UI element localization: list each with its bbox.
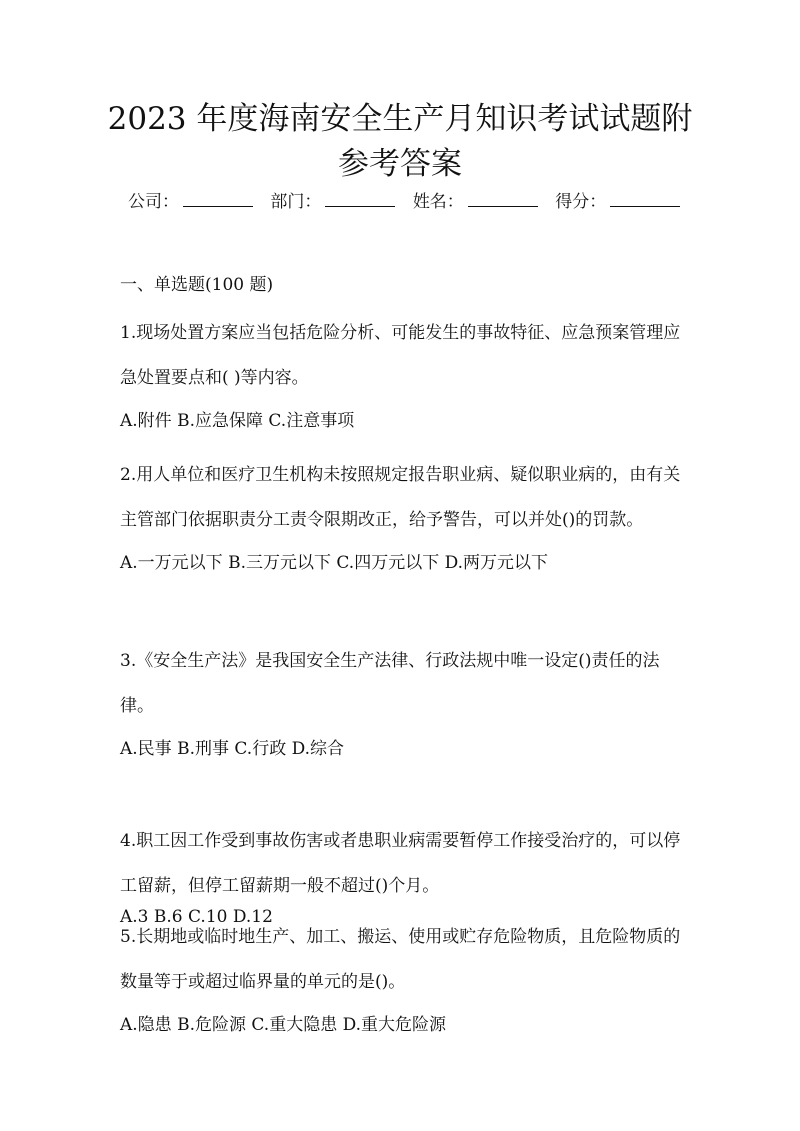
question-item [120, 453, 685, 583]
question-item [120, 915, 685, 1045]
section-heading: 一、单选题(100 题) [120, 275, 274, 295]
question-stem: 4.职工因工作受到事故伤害或者患职业病需要暂停工作接受治疗的，可以停工留薪，但停工留薪期一般不超过()个月。 [120, 831, 681, 896]
score-blank [610, 190, 680, 207]
company-label: 公司： [128, 192, 179, 212]
question-stem: 5.长期地或临时地生产、加工、搬运、使用或贮存危险物质，且危险物质的数量等于或超过临界量的单元的是()。 [120, 927, 681, 992]
question-item [120, 639, 685, 769]
name-label: 姓名： [412, 192, 464, 212]
question-item [120, 819, 685, 929]
company-field [128, 190, 253, 214]
exam-title-line1: 2023 年度海南安全生产月知识考试试题附 [107, 101, 693, 137]
question-options: A.3 B.6 C.10 D.12 [120, 907, 273, 927]
info-fields [128, 190, 688, 214]
question-stem: 1.现场处置方案应当包括危险分析、可能发生的事故特征、应急预案管理应急处置要点和( )等内容。 [120, 323, 681, 388]
score-label: 得分： [555, 192, 607, 212]
question-stem: 3.《安全生产法》是我国安全生产法律、行政法规中唯一设定()责任的法律。 [120, 651, 660, 716]
question-options: A.隐患 B.危险源 C.重大隐患 D.重大危险源 [120, 1015, 447, 1035]
exam-title-line2: 参考答案 [338, 146, 462, 182]
question-options: A.一万元以下 B.三万元以下 C.四万元以下 D.两万元以下 [120, 553, 549, 573]
name-blank [468, 190, 538, 207]
question-options: A.附件 B.应急保障 C.注意事项 [120, 411, 355, 431]
name-field [413, 190, 538, 214]
company-blank [183, 190, 253, 207]
department-label: 部门： [270, 192, 322, 212]
department-blank [325, 190, 395, 207]
score-field [555, 190, 680, 214]
department-field [270, 190, 395, 214]
question-item [120, 311, 685, 441]
question-stem: 2.用人单位和医疗卫生机构未按照规定报告职业病、疑似职业病的，由有关主管部门依据职责分工责令限期改正，给予警告，可以并处()的罚款。 [120, 465, 681, 530]
question-options: A.民事 B.刑事 C.行政 D.综合 [120, 739, 345, 759]
